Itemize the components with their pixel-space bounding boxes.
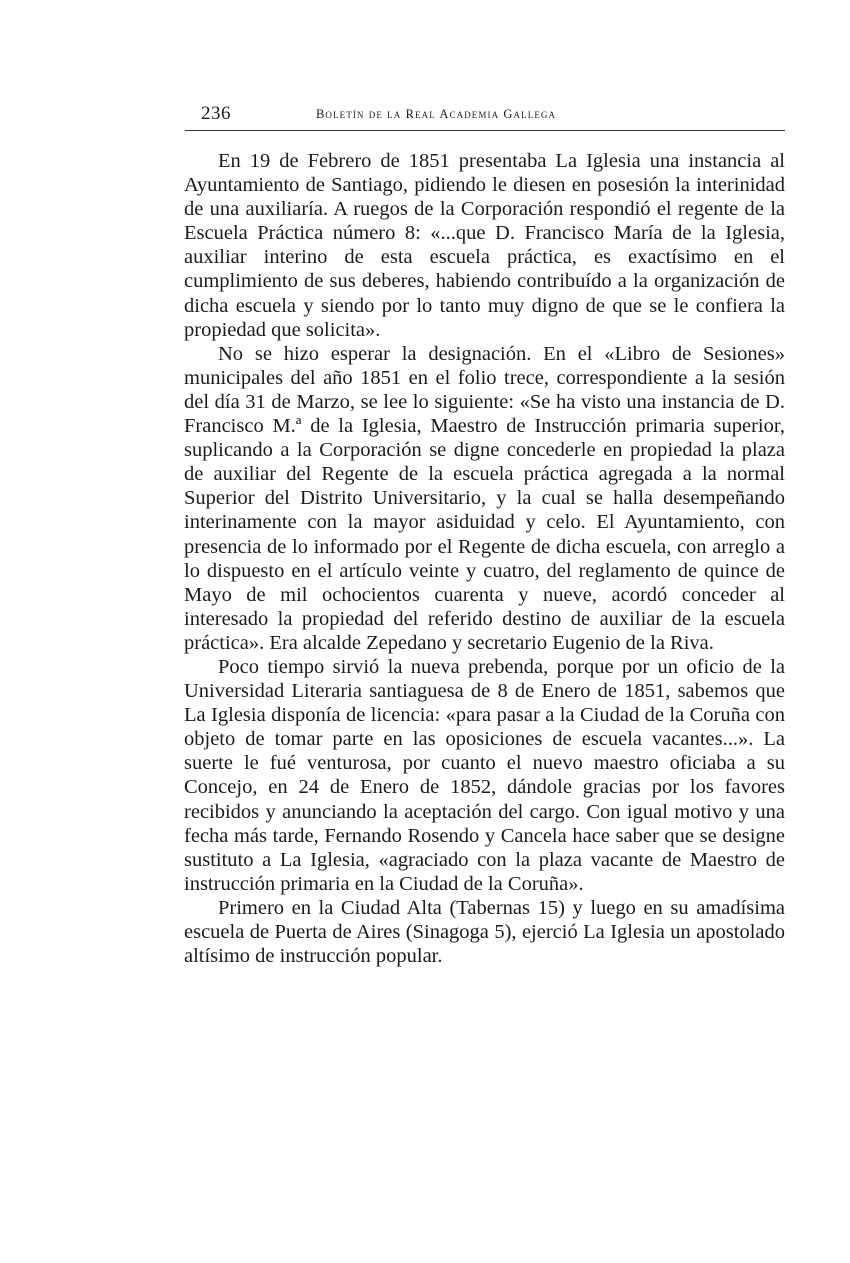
running-title: Boletín de la Real Academia Gallega bbox=[316, 107, 557, 121]
page-header bbox=[185, 100, 785, 128]
paragraph: Primero en la Ciudad Alta (Tabernas 15) y luego en su amadísima escuela de Puerta de Aires (Sinagoga 5), ejerció La Iglesia un apostolado altísimo de instrucción popular. bbox=[184, 896, 785, 968]
paragraph: En 19 de Febrero de 1851 presentaba La Iglesia una instancia al Ayuntamiento de Santiago, pidiendo le diesen en posesión la interinidad de una auxiliaría. A ruegos de la Corporación respondió el regente de la Escuela Práctica número 8: «...que D. Francisco María de la Iglesia, auxiliar interino de esta escuela práctica, es exactísimo en el cumplimiento de sus deberes, habiendo contribuído a la organización de dicha escuela y siendo por lo tanto muy digno de que se le confiera la propiedad que solicita». bbox=[184, 150, 785, 341]
page-number: 236 bbox=[201, 103, 231, 124]
body-text bbox=[184, 149, 785, 968]
header-rule bbox=[185, 130, 785, 131]
paragraph: Poco tiempo sirvió la nueva prebenda, porque por un oficio de la Universidad Literaria santiaguesa de 8 de Enero de 1851, sabemos que La Iglesia disponía de licencia: «para pasar a la Ciudad de la Coruña con objeto de tomar parte en las oposiciones de escuela vacantes...». La suerte le fué venturosa, por cuanto el nuevo maestro oficiaba a su Concejo, en 24 de Enero de 1852, dándole gracias por los favores recibidos y anunciando la aceptación del cargo. Con igual motivo y una fecha más tarde, Fernando Rosendo y Cancela hace saber que se designe sustituto a La Iglesia, «agraciado con la plaza vacante de Maestro de instrucción primaria en la Ciudad de la Coruña». bbox=[184, 655, 785, 895]
paragraph: No se hizo esperar la designación. En el «Libro de Sesiones» municipales del año 1851 en el folio trece, correspondiente a la sesión del día 31 de Marzo, se lee lo siguiente: «Se ha visto una instancia de D. Francisco M.ª de la Iglesia, Maestro de Instrucción primaria superior, suplicando a la Corporación se digne concederle en propiedad la plaza de auxiliar del Regente de la escuela práctica agregada a la normal Superior del Distrito Universitario, y la cual se halla desempeñando interinamente con la mayor asiduidad y celo. El Ayuntamiento, con presencia de lo informado por el Regente de dicha escuela, con arreglo a lo dispuesto en el artículo veinte y cuatro, del reglamento de quince de Mayo de mil ochocientos cuarenta y nueve, acordó conceder al interesado la propiedad del referido destino de auxiliar de la escuela práctica». Era alcalde Zepedano y secretario Eugenio de la Riva. bbox=[184, 342, 785, 654]
